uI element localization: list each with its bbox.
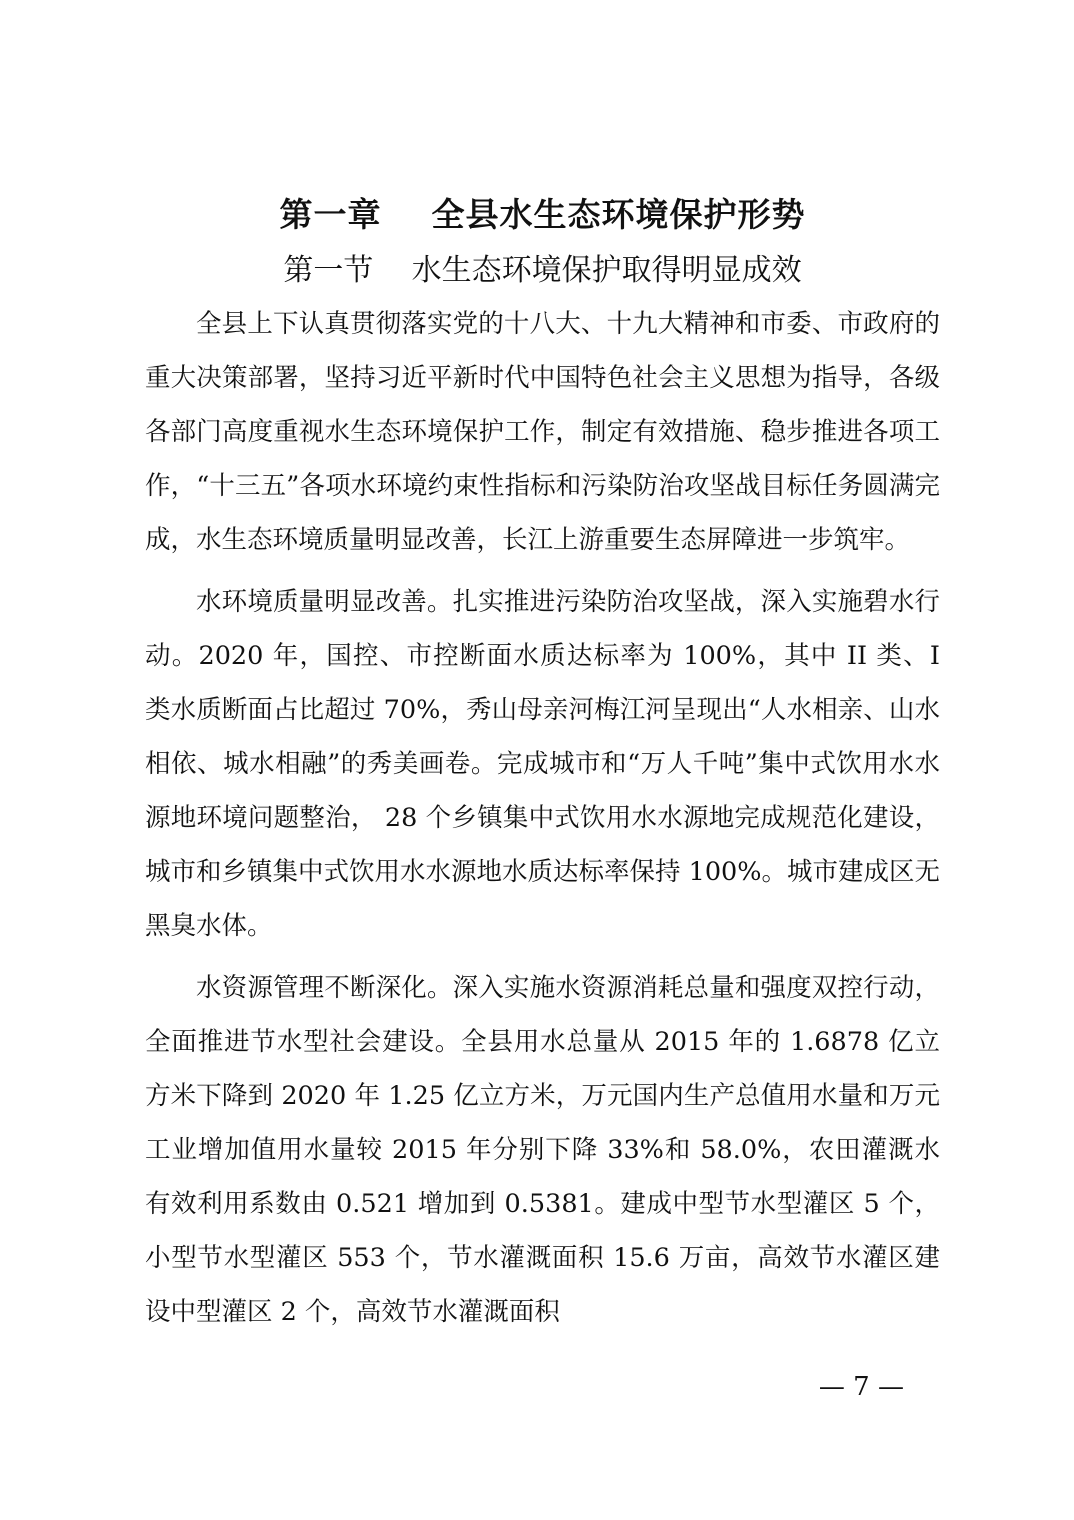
paragraph-2-text: 扎实推进污染防治攻坚战，深入实施碧水行动。2020 年，国控、市控断面水质达标率为 100%，其中 II 类、I 类水质断面占比超过 70%，秀山母亲河梅江河呈现出“人水相亲、山水相依、城水相融”的秀美画卷。完成城市和“万人千吨”集中式饮用水水源地环境问题整治， 28 个乡镇集中式饮用水水源地完成规范化建设，城市和乡镇集中式饮用水水源地水质达标率保持 100%。城市建成区无黑臭水体。 — [145, 587, 941, 941]
paragraph-2-lead: 水环境质量明显改善。 — [196, 587, 453, 617]
paragraph-3-lead: 水资源管理不断深化。 — [196, 973, 453, 1003]
paragraph-3-text: 深入实施水资源消耗总量和强度双控行动，全面推进节水型社会建设。全县用水总量从 2015 年的 1.6878 亿立方米下降到 2020 年 1.25 亿立方米，万元国内生产总值用水量和万元工业增加值用水量较 2015 年分别下降 33%和 58.0%，农田灌溉水有效利用系数由 0.521 增加到 0.5381。建成中型节水型灌区 5 个，小型节水型灌区 553 个，节水灌溉面积 15.6 万亩，高效节水灌区建设中型灌区 2 个，高效节水灌溉面积 — [145, 973, 940, 1327]
paragraph-1-text: 全县上下认真贯彻落实党的十八大、十九大精神和市委、市政府的重大决策部署，坚持习近平新时代中国特色社会主义思想为指导，各级各部门高度重视水生态环境保护工作，制定有效措施、稳步推进各项工作，“十三五”各项水环境约束性指标和污染防治攻坚战目标任务圆满完成，水生态环境质量明显改善，长江上游重要生态屏障进一步筑牢。 — [145, 309, 940, 555]
page-number: — 7 — — [818, 1372, 904, 1402]
body-text — [145, 297, 940, 1347]
chapter-title: 第一章 全县水生态环境保护形势 — [279, 195, 806, 234]
paragraph-3 — [145, 961, 940, 1339]
paragraph-2 — [145, 575, 940, 953]
section-title: 第一节 水生态环境保护取得明显成效 — [283, 253, 802, 288]
paragraph-1 — [145, 297, 940, 567]
